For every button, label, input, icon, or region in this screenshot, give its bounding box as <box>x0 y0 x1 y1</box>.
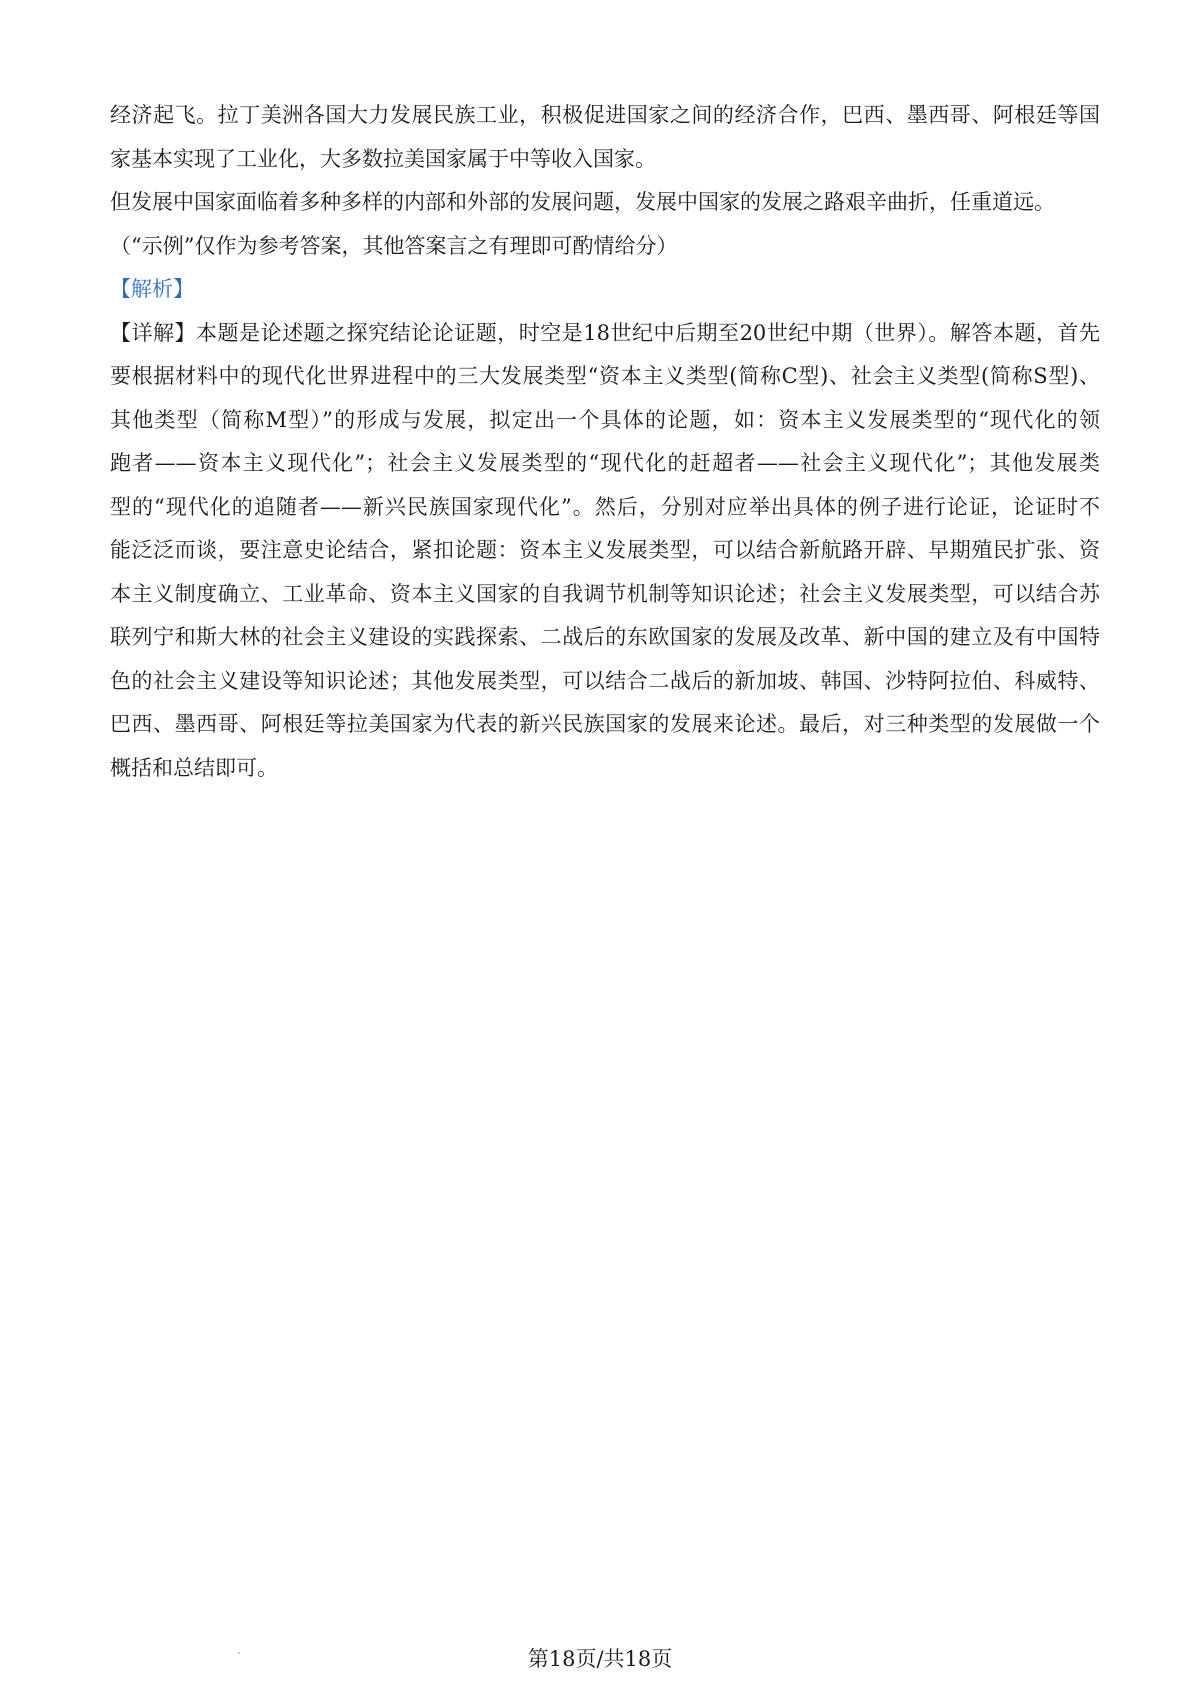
analysis-line-8: 联列宁和斯大林的社会主义建设的实践探索、二战后的东欧国家的发展及改革、新中国的建立及有中国特 <box>110 625 1100 649</box>
analysis-heading: 【解析】 <box>110 277 194 301</box>
answer-line-3: 但发展中国家面临着多种多样的内部和外部的发展问题，发展中国家的发展之路艰辛曲折，任重道远。 <box>110 190 1055 214</box>
analysis-line-7: 本主义制度确立、工业革命、资本主义国家的自我调节机制等知识论述；社会主义发展类型，可以结合苏 <box>110 581 1100 606</box>
document-body <box>110 94 1100 790</box>
answer-note: （“示例”仅作为参考答案，其他答案言之有理即可酌情给分） <box>110 233 678 258</box>
analysis-line-2: 要根据材料中的现代化世界进程中的三大发展类型“资本主义类型(简称C型)、社会主义类型(简称S型)、 <box>110 364 1100 388</box>
page-number: 第18页/共18页 <box>527 1647 673 1671</box>
analysis-line-1: 【详解】本题是论述题之探究结论论证题，时空是18世纪中后期至20世纪中期（世界）。解答本题，首先 <box>110 320 1100 345</box>
analysis-line-4: 跑者——资本主义现代化”；社会主义发展类型的“现代化的赶超者——社会主义现代化”；其他发展类 <box>110 451 1100 475</box>
analysis-line-6: 能泛泛而谈，要注意史论结合，紧扣论题：资本主义发展类型，可以结合新航路开辟、早期殖民扩张、资 <box>110 538 1100 562</box>
analysis-line-5: 型的“现代化的追随者——新兴民族国家现代化”。然后，分别对应举出具体的例子进行论证，论证时不 <box>110 494 1100 519</box>
analysis-line-9: 色的社会主义建设等知识论述；其他发展类型，可以结合二战后的新加坡、韩国、沙特阿拉伯、科威特、 <box>110 668 1100 693</box>
analysis-line-3: 其他类型（简称M型）”的形成与发展，拟定出一个具体的论题，如：资本主义发展类型的“现代化的领 <box>110 407 1100 432</box>
answer-line-2: 家基本实现了工业化，大多数拉美国家属于中等收入国家。 <box>110 146 656 171</box>
analysis-line-11: 概括和总结即可。 <box>110 755 278 780</box>
analysis-line-10: 巴西、墨西哥、阿根廷等拉美国家为代表的新兴民族国家的发展来论述。最后，对三种类型的发展做一个 <box>110 712 1100 736</box>
answer-line-1: 经济起飞。拉丁美洲各国大力发展民族工业，积极促进国家之间的经济合作，巴西、墨西哥、阿根廷等国 <box>110 103 1100 127</box>
